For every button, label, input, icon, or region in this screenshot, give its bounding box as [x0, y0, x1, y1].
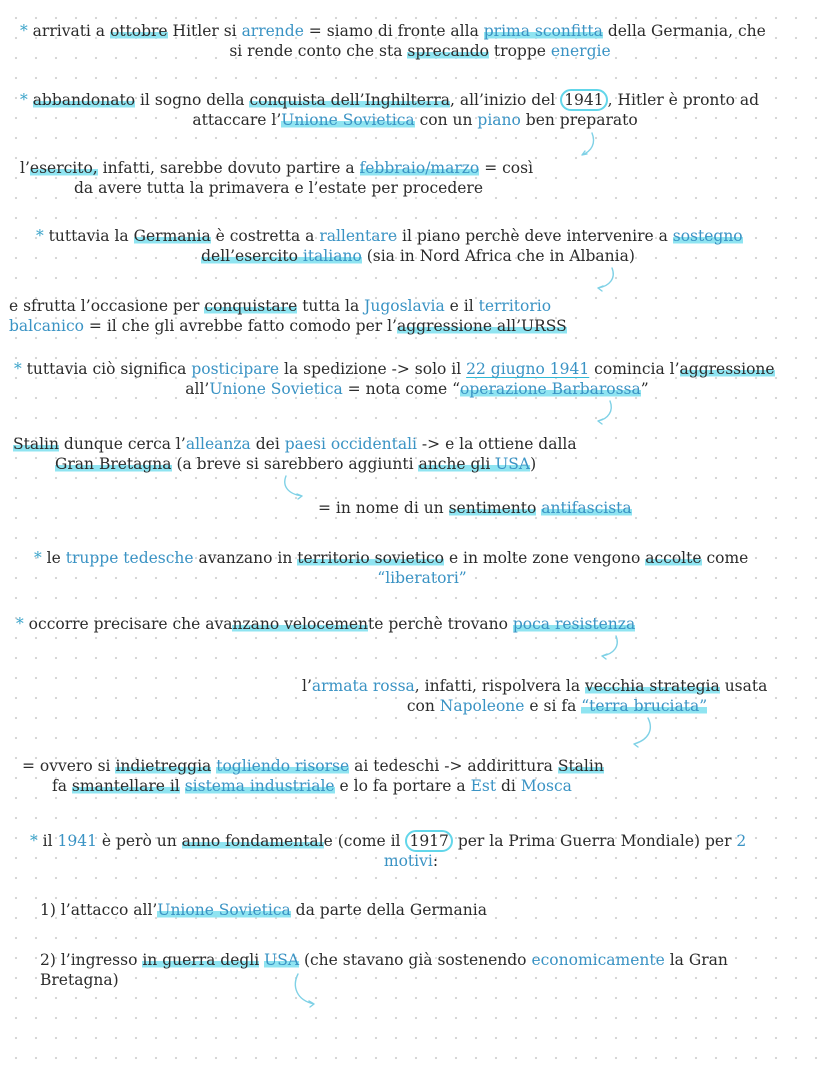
note-poca-resistenza: * occorre precisare che avanzano velocemente perchè trovano poca resistenza — [16, 615, 636, 633]
note-esercito-partenza: l’esercito, infatti, sarebbe dovuto partire a febbraio/marzo = così da avere tutta la primavera e l’estate per procedere — [20, 159, 534, 197]
link-arrow-icon — [580, 131, 600, 161]
link-arrow-icon — [596, 399, 620, 427]
bullet-star-icon: * — [34, 549, 42, 567]
link-arrow-icon — [290, 972, 320, 1012]
link-arrow-icon — [600, 634, 626, 662]
bullet-star-icon: * — [30, 832, 38, 850]
note-motivo-2: 2) l’ingresso in guerra degli USA (che stavano già sostenendo economicamente la Gran Bretagna) — [40, 951, 728, 989]
link-arrow-icon — [632, 716, 658, 750]
bullet-star-icon: * — [14, 360, 22, 378]
link-arrow-icon — [282, 474, 308, 502]
note-abbandono-inghilterra: * abbandonato il sogno della conquista dell’Inghilterra, all’inizio del 1941 , Hitler è pronto ad attaccare l’Unione Sovietica con un piano ben preparato — [20, 91, 760, 129]
note-ottobre-resa: * arrivati a ottobre Hitler si arrende = siamo di fronte alla prima sconfitta della Germania, che si rende conto che sta sprecando troppe energie — [20, 22, 766, 60]
note-stalin-alleanza: Stalin dunque cerca l’alleanza dei paesi occidentali -> e la ottiene dalla Gran Bretagna (a breve si sarebbero aggiunti anche gli USA) — [13, 435, 577, 473]
note-indietreggia: = ovvero si indietreggia togliendo risorse ai tedeschi -> addirittura Stalin fa smantellare il sistema industriale e lo fa portare a Est di Mosca — [22, 757, 604, 795]
link-arrow-icon — [596, 266, 620, 294]
note-truppe-tedesche: * le truppe tedesche avanzano in territorio sovietico e in molte zone vengono accolte come “liberatori” — [34, 549, 749, 587]
note-motivo-1: 1) l’attacco all’Unione Sovietica da parte della Germania — [40, 901, 487, 919]
note-terra-bruciata: l’armata rossa, infatti, rispolvera la vecchia strategia usata con Napoleone e si fa “terra bruciata” — [302, 677, 768, 715]
note-antifascismo: = in nome di un sentimento antifascista — [318, 499, 632, 517]
bullet-star-icon: * — [36, 227, 44, 245]
note-1941-fondamentale: * il 1941 è però un anno fondamentale (come il 1917 per la Prima Guerra Mondiale) per 2 motivi: — [30, 832, 747, 870]
note-jugoslavia: e sfrutta l’occasione per conquistare tutta la Jugoslavia e il territorio balcanico = il che gli avrebbe fatto comodo per l’aggressione all’URSS — [9, 297, 567, 335]
note-rallentamento: * tuttavia la Germania è costretta a rallentare il piano perchè deve intervenire a sostegno dell’esercito italiano (sia in Nord Africa che in Albania) — [36, 227, 743, 265]
bullet-star-icon: * — [16, 615, 24, 633]
bullet-star-icon: * — [20, 22, 28, 40]
note-operazione-barbarossa: * tuttavia ciò significa posticipare la spedizione -> solo il 22 giugno 1941 comincia l’aggressione all’Unione Sovietica = nota come “operazione Barbarossa” — [14, 360, 775, 398]
bullet-star-icon: * — [20, 91, 28, 109]
